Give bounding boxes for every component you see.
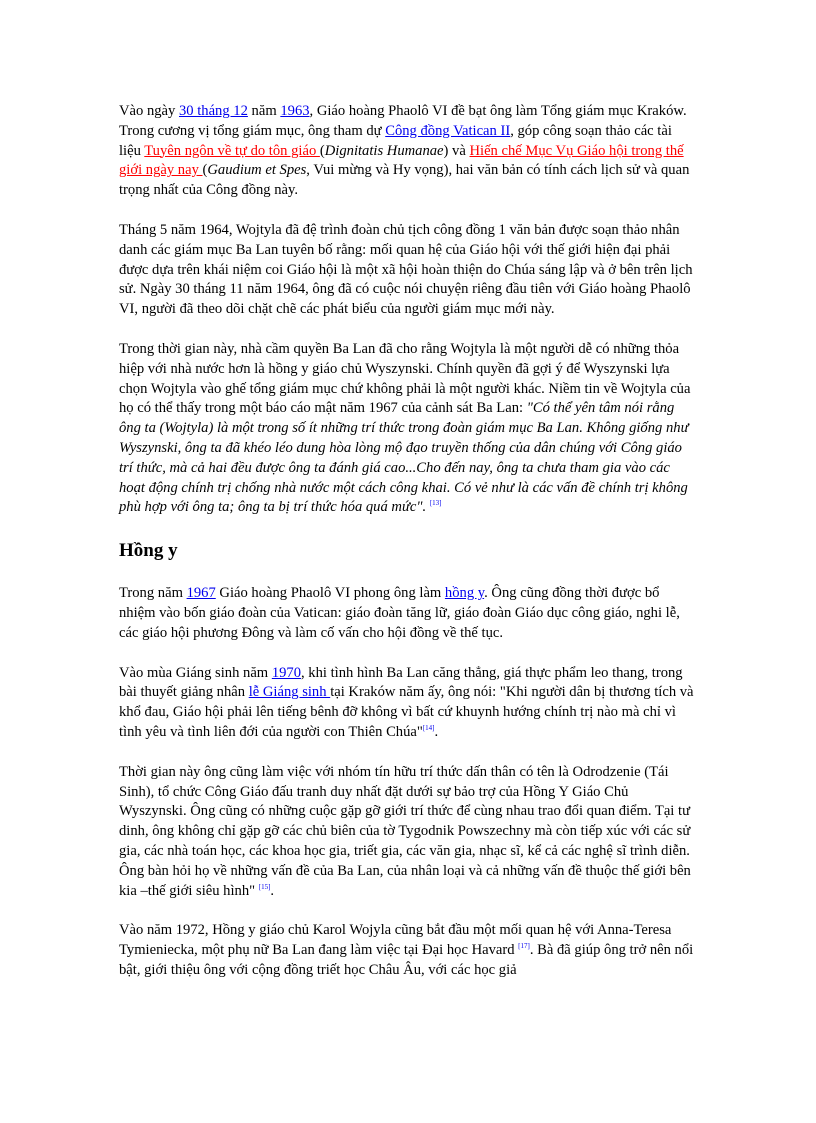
section-heading-hong-y: Hồng y [119,540,178,562]
link-tuyen-ngon-tu-do-ton-giao[interactable]: Tuyên ngôn về tự do tôn giáo [144,142,320,159]
link-1967[interactable]: 1967 [186,585,216,602]
document-page [119,102,697,1001]
paragraph-odrodzenie: Thời gian này ông cũng làm việc với nhóm tín hữu trí thức dấn thân có tên là Odrodzenie (Tái Sinh), tổ chức Công Giáo đấu tranh duy nhất đặt dưới sự bảo trợ của Hồng Y Giáo Chủ Wyszynski. Ông cũng có những cuộc gặp gỡ giới trí thức để cùng nhau trao đổi quan điểm. Tại tư dinh, ông không chỉ gặp gỡ các chủ biên của tờ Tygodnik Powszechny mà còn tiếp xúc với các sử gia, các nhà toán học, các khoa học gia, triết gia, các văn gia, nhạc sĩ, kể cả các nghệ sĩ trình diễn. Ông bàn hỏi họ về những vấn đề của Ba Lan, của nhân loại và cả những vấn đề thuộc thế giới bên kia –thế giới siêu hình" [15]. [119,763,691,899]
link-hien-che-muc-vu[interactable]: Hiến chế Mục Vụ Giáo hội trong thế giới ngày nay [119,142,684,179]
paragraph-cardinal-1967: Trong năm 1967 Giáo hoàng Phaolô VI phong ông làm hồng y. Ông cũng đồng thời được bổ nhiệm vào bốn giáo đoàn của Vatican: giáo đoàn tăng lữ, giáo đoàn Giáo dục công giáo, nghi lễ, các giáo hội phương Đông và làm cố vấn cho hội đồng về thế tục. [119,585,680,641]
link-1970[interactable]: 1970 [271,664,301,681]
paragraph-may-1964: Tháng 5 năm 1964, Wojtyla đã đệ trình đoàn chủ tịch công đồng 1 văn bản được soạn thảo nhân danh các giám mục Ba Lan tuyên bố rằng: mối quan hệ của Giáo hội với thế giới hiện đại phải được dựa trên khái niệm coi Giáo hội là một xã hội hoàn thiện do Chúa sáng lập và ở bên trên lịch sử. Ngày 30 tháng 11 năm 1964, ông đã có cuộc nói chuyện riêng đầu tiên với Giáo hoàng Phaolô VI, người đã theo dõi chặt chẽ các phát biểu của người giám mục mới này. [119,221,693,318]
link-le-giang-sinh[interactable]: lễ Giáng sinh [248,684,331,701]
link-cong-dong-vatican-ii[interactable]: Công đồng Vatican II [385,122,511,139]
paragraph-christmas-1970: Vào mùa Giáng sinh năm 1970, khi tình hình Ba Lan căng thẳng, giá thực phẩm leo thang, trong bài thuyết giảng nhân lễ Giáng sinh tại Kraków năm ấy, ông nói: "Khi người dân bị thương tích và khổ đau, Giáo hội phải lên tiếng bênh đỡ không vì bất cứ khuynh hướng chính trị nào mà chỉ vì tình yêu và tình liên đới của người con Thiên Chúa"[14]. [119,664,694,740]
link-30-thang-12[interactable]: 30 tháng 12 [178,103,248,119]
paragraph-police-report: Trong thời gian này, nhà cầm quyền Ba Lan đã cho rằng Wojtyla là một người dễ có những thỏa hiệp với nhà nước hơn là hồng y giáo chủ Wyszynski. Chính quyền đã gợi ý để Wyszynski lựa chọn Wojtyla vào ghế tổng giám mục chứ không phải là một người khác. Niềm tin về Wojtyla của họ có thể thấy trong một báo cáo mật năm 1967 của cảnh sát Ba Lan: "Có thể yên tâm nói rằng ông ta (Wojtyla) là một trong số ít những trí thức trong đoàn giám mục Ba Lan. Không giống như Wyszynski, ông ta đã khéo léo dung hòa lòng mộ đạo truyền thống của dân chúng với Công giáo trí thức, mà cả hai đều được ông ta đánh giá cao...Cho đến nay, ông ta chưa tham gia vào các hoạt động chính trị chống nhà nước một cách công khai. Có vẻ như là các vấn đề chính trị không phù hợp với ông ta; ông ta bị trí thức hóa quá mức". [13] [119,340,691,516]
paragraph-vatican-council: Vào ngày 30 tháng 12 năm 1963, Giáo hoàng Phaolô VI đề bạt ông làm Tổng giám mục Kraków. Trong cương vị tổng giám mục, ông tham dự Công đồng Vatican II, góp công soạn thảo các tài liệu Tuyên ngôn về tự do tôn giáo (Dignitatis Humanae) và Hiến chế Mục Vụ Giáo hội trong thế giới ngày nay (Gaudium et Spes, Vui mừng và Hy vọng), hai văn bản có tính cách lịch sử và quan trọng nhất của Công đồng này. [119,103,690,199]
police-report-quote: "Có thể yên tâm nói rằng ông ta (Wojtyla) là một trong số ít những trí thức trong đoàn giám mục Ba Lan. Không giống như Wyszynski, ông ta đã khéo léo dung hòa lòng mộ đạo truyền thống của dân chúng với Công giáo trí thức, mà cả hai đều được ông ta đánh giá cao...Cho đến nay, ông ta chưa tham gia vào các hoạt động chính trị chống nhà nước một cách công khai. Có vẻ như là các vấn đề chính trị không phù hợp với ông ta; ông ta bị trí thức hóa quá mức". [119,400,689,516]
reference-14[interactable]: [14] [422,724,435,733]
link-hong-y[interactable]: hồng y [444,585,485,602]
reference-13[interactable]: [13] [429,499,442,508]
reference-17[interactable]: [17] [518,942,530,951]
reference-15[interactable]: [15] [258,882,271,891]
paragraph-tymieniecka: Vào năm 1972, Hồng y giáo chủ Karol Wojyla cũng bắt đầu một mối quan hệ với Anna-Teresa Tymieniecka, một phụ nữ Ba Lan đang làm việc tại Đại học Havard [17]. Bà đã giúp ông trở nên nổi bật, giới thiệu ông với cộng đồng triết học Châu Âu, với các học giả [119,922,694,978]
link-1963[interactable]: 1963 [280,103,310,119]
